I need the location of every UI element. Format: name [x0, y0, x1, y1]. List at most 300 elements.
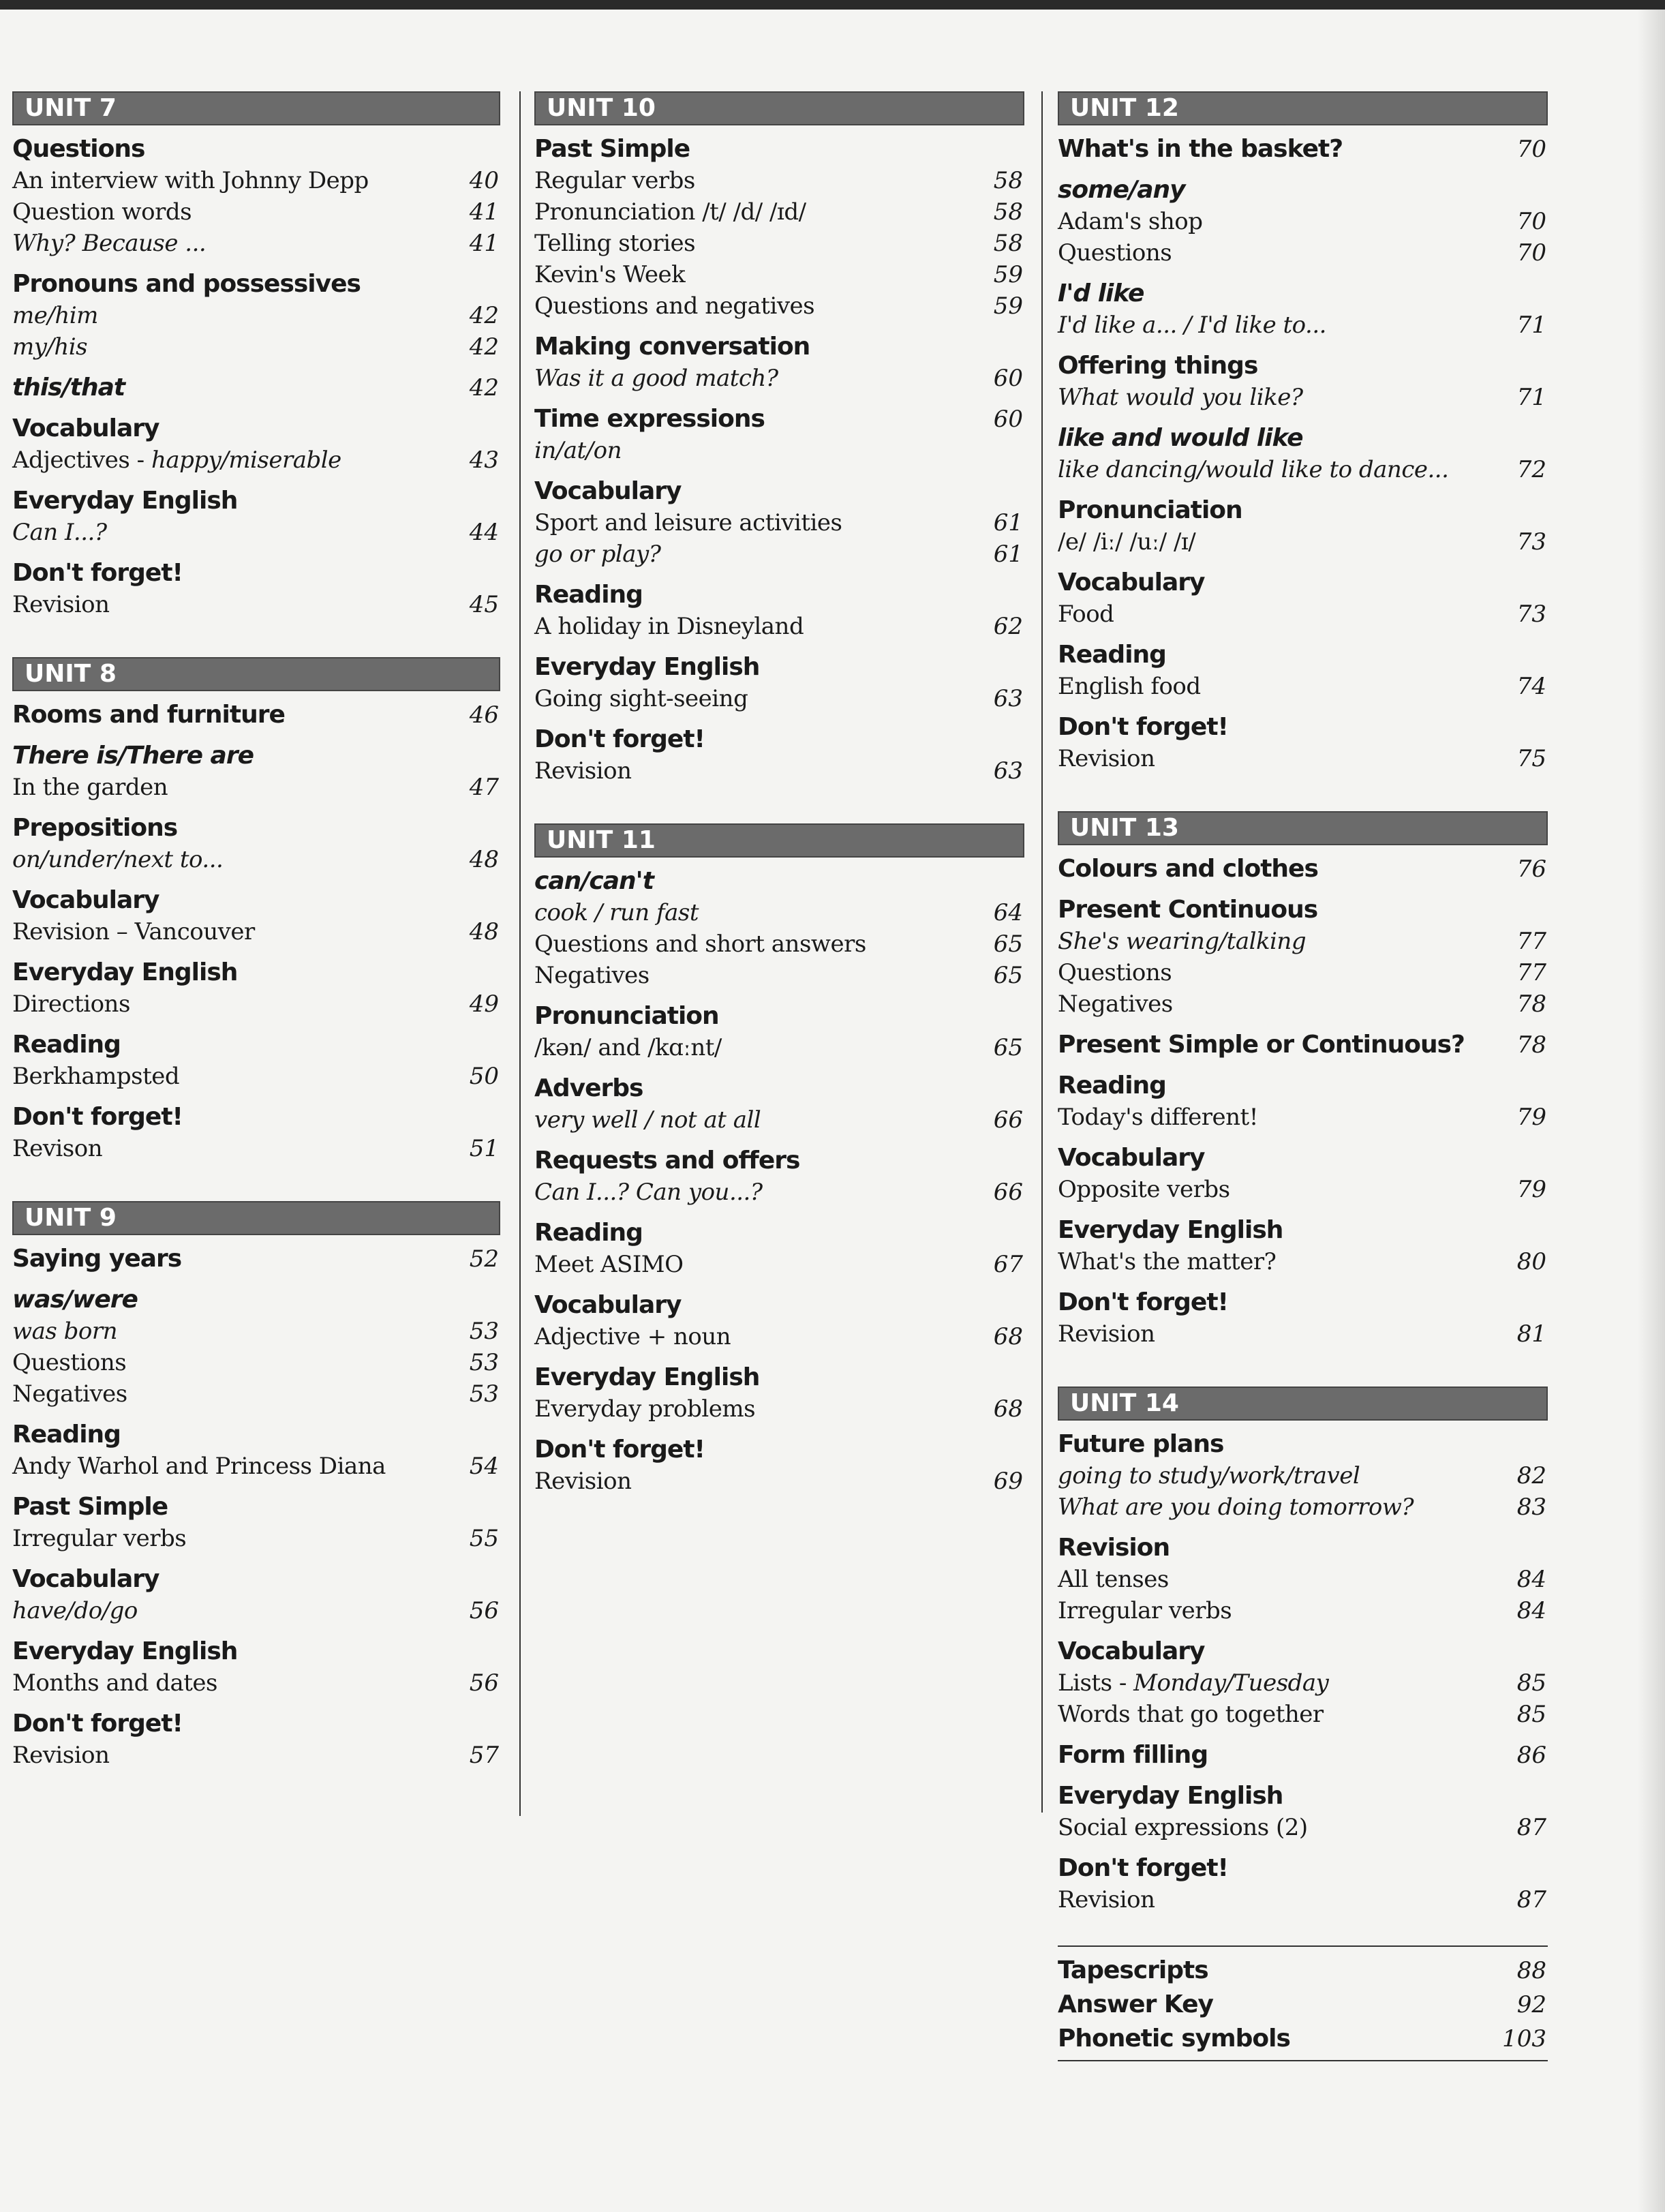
page-number: 48	[469, 846, 499, 873]
entry-text: Opposite verbs	[1058, 1176, 1230, 1203]
section-heading	[1058, 1532, 1548, 1564]
entry-text: All tenses	[1058, 1566, 1169, 1593]
contents-entry	[1058, 1102, 1548, 1133]
section-heading-text: Vocabulary	[12, 886, 159, 914]
page-number: 64	[993, 899, 1023, 926]
page-number: 70	[1516, 239, 1546, 267]
page-number: 65	[993, 1034, 1023, 1061]
entry-text: was born	[12, 1318, 118, 1345]
page-number: 87	[1516, 1886, 1546, 1913]
page-number: 78	[1516, 990, 1546, 1018]
entry-text: Was it a good match?	[534, 365, 778, 392]
page-number: 43	[469, 446, 499, 474]
entry-text: Can I...?	[12, 519, 107, 546]
entry-text: Revision	[534, 1468, 632, 1495]
contents-entry	[1058, 1884, 1548, 1915]
section-heading	[12, 1708, 500, 1740]
page-number: 103	[1502, 2025, 1546, 2052]
contents-entry	[534, 1249, 1024, 1280]
back-matter-title: Phonetic symbols	[1058, 2025, 1290, 2052]
section-heading	[1058, 1853, 1548, 1884]
unit-title: UNIT 12	[1058, 91, 1548, 125]
contents-entry	[12, 916, 500, 948]
back-matter-entry	[1058, 1955, 1548, 1986]
entry-text: Adam's shop	[1058, 208, 1203, 235]
page-number: 66	[993, 1106, 1023, 1134]
column-divider-1	[519, 91, 521, 1816]
entry-text: Negatives	[534, 962, 650, 989]
contents-entry	[534, 539, 1024, 570]
page-number: 66	[993, 1179, 1023, 1206]
section-heading	[12, 558, 500, 589]
section-heading-text: some/any	[1058, 176, 1185, 204]
page-number: 71	[1516, 384, 1546, 411]
section-heading-text: Form filling	[1058, 1741, 1208, 1769]
contents-column-2	[534, 91, 1024, 1497]
section-heading-text: Adverbs	[534, 1074, 643, 1102]
section-heading-text: Future plans	[1058, 1430, 1224, 1458]
contents-entry	[1058, 1564, 1548, 1595]
section-heading-text: Vocabulary	[1058, 1144, 1205, 1172]
section-heading	[534, 1217, 1024, 1249]
section-heading	[534, 866, 1024, 897]
entry-text: Months and dates	[12, 1669, 218, 1697]
section-heading-text: Present Continuous	[1058, 896, 1318, 924]
contents-entry	[534, 363, 1024, 394]
entry-text: Revision – Vancouver	[12, 918, 255, 945]
section-heading-text: Colours and clothes	[1058, 855, 1318, 883]
section-heading	[12, 485, 500, 517]
page-edge-shadow	[1638, 10, 1665, 2212]
section-heading-text: Don't forget!	[534, 1436, 705, 1464]
section-heading-text: Prepositions	[12, 814, 178, 842]
page-number: 73	[1516, 528, 1546, 556]
contents-entry	[1058, 743, 1548, 774]
page-number: 41	[469, 230, 499, 257]
page-number: 54	[469, 1453, 499, 1480]
section-heading	[534, 476, 1024, 507]
entry-text: Revision	[1058, 745, 1155, 772]
contents-entry	[12, 517, 500, 548]
page-number: 85	[1516, 1669, 1546, 1697]
contents-entry	[1058, 1595, 1548, 1626]
contents-entry	[1058, 1699, 1548, 1730]
entry-text: Regular verbs	[534, 167, 695, 194]
entry-text: Kevin's Week	[534, 261, 686, 288]
contents-entry	[534, 259, 1024, 290]
entry-text: I'd like a... / I'd like to...	[1058, 312, 1326, 339]
section-heading	[12, 1102, 500, 1133]
contents-entry	[1058, 382, 1548, 413]
contents-entry	[12, 772, 500, 803]
entry-text: Sport and leisure activities	[534, 509, 842, 536]
page-number: 65	[993, 962, 1023, 989]
section-heading-text: Reading	[1058, 1072, 1166, 1100]
page-number: 59	[993, 261, 1023, 288]
page-number: 84	[1516, 1566, 1546, 1593]
section-heading	[534, 1362, 1024, 1393]
entry-text: Adjectives - happy/miserable	[12, 446, 341, 474]
contents-entry	[12, 1316, 500, 1347]
entry-text: Why? Because ...	[12, 230, 207, 257]
contents-entry	[534, 196, 1024, 228]
unit-block	[12, 1201, 500, 1771]
page-number: 69	[993, 1468, 1023, 1495]
contents-entry	[12, 1451, 500, 1482]
section-heading-text: Past Simple	[12, 1493, 168, 1521]
page-number: 85	[1516, 1701, 1546, 1728]
page-number: 61	[993, 541, 1023, 568]
page-number: 61	[993, 509, 1023, 536]
unit-block	[12, 657, 500, 1164]
page-number: 63	[993, 685, 1023, 712]
contents-entry	[12, 1061, 500, 1092]
entry-text: Questions and negatives	[534, 292, 815, 320]
section-heading	[1058, 1429, 1548, 1460]
contents-entry	[534, 928, 1024, 960]
page-number: 68	[993, 1395, 1023, 1423]
section-heading	[1058, 350, 1548, 382]
unit-title: UNIT 10	[534, 91, 1024, 125]
section-heading-text: Pronunciation	[534, 1002, 719, 1030]
contents-entry	[534, 683, 1024, 714]
section-heading	[534, 331, 1024, 363]
entry-text: Meet ASIMO	[534, 1251, 684, 1278]
entry-text: Lists - Monday/Tuesday	[1058, 1669, 1329, 1697]
page-number: 88	[1516, 1957, 1546, 1984]
contents-column-3	[1058, 91, 1548, 2061]
section-heading	[12, 269, 500, 300]
entry-text: Revision	[1058, 1886, 1155, 1913]
back-matter-list	[1058, 1945, 1548, 2061]
section-heading-text: Reading	[1058, 641, 1166, 669]
contents-entry	[534, 897, 1024, 928]
section-heading	[534, 1073, 1024, 1104]
page-number: 56	[469, 1669, 499, 1697]
section-heading	[1058, 1287, 1548, 1318]
contents-column-1	[12, 91, 500, 1771]
contents-entry	[12, 444, 500, 476]
contents-entry	[1058, 237, 1548, 269]
entry-text: Negatives	[1058, 990, 1173, 1018]
page-number: 53	[469, 1318, 499, 1345]
page-number: 82	[1516, 1462, 1546, 1489]
entry-text: /kən/ and /kɑːnt/	[534, 1034, 722, 1061]
page-number: 92	[1516, 1991, 1546, 2018]
contents-entry	[534, 611, 1024, 642]
section-heading-text: Offering things	[1058, 352, 1258, 380]
entry-text: /e/ /iː/ /uː/ /ɪ/	[1058, 528, 1196, 556]
contents-entry	[1058, 1318, 1548, 1350]
contents-entry	[1058, 1174, 1548, 1205]
page-number: 87	[1516, 1814, 1546, 1841]
section-heading-text: Reading	[12, 1031, 121, 1059]
section-heading-text: Pronouns and possessives	[12, 270, 361, 298]
entry-text: going to study/work/travel	[1058, 1462, 1360, 1489]
entry-text: She's wearing/talking	[1058, 928, 1307, 955]
entry-text: Adjective + noun	[534, 1323, 731, 1350]
section-heading	[534, 404, 1024, 435]
entry-text: Revision	[12, 591, 110, 618]
back-matter-title: Tapescripts	[1058, 1956, 1208, 1984]
section-heading-text: Don't forget!	[12, 1103, 183, 1131]
page-number: 70	[1516, 208, 1546, 235]
page-number: 84	[1516, 1597, 1546, 1624]
section-heading	[12, 372, 500, 404]
page-number: 77	[1516, 959, 1546, 986]
entry-text: Revision	[1058, 1320, 1155, 1348]
page-number: 48	[469, 918, 499, 945]
section-heading-text: Pronunciation	[1058, 496, 1242, 524]
section-heading-text: Past Simple	[534, 135, 690, 163]
unit-title: UNIT 11	[534, 823, 1024, 858]
section-heading	[1058, 567, 1548, 599]
contents-entry	[12, 988, 500, 1020]
contents-entry	[1058, 957, 1548, 988]
entry-text: Going sight-seeing	[534, 685, 748, 712]
entry-text: English food	[1058, 673, 1201, 700]
entry-text: cook / run fast	[534, 899, 699, 926]
contents-entry	[534, 755, 1024, 787]
contents-entry	[534, 435, 1024, 466]
contents-entry	[1058, 309, 1548, 341]
section-heading	[1058, 175, 1548, 206]
section-heading	[1058, 712, 1548, 743]
section-heading	[1058, 423, 1548, 454]
section-heading	[534, 579, 1024, 611]
section-heading-text: Saying years	[12, 1245, 182, 1273]
section-heading	[1058, 1029, 1548, 1061]
section-heading-text: Everyday English	[12, 958, 238, 986]
section-heading	[1058, 1142, 1548, 1174]
unit-title: UNIT 9	[12, 1201, 500, 1235]
entry-text: in/at/on	[534, 437, 622, 464]
contents-entry	[12, 1378, 500, 1410]
section-heading-text: Don't forget!	[534, 725, 705, 753]
unit-title: UNIT 14	[1058, 1387, 1548, 1421]
contents-entry	[12, 1667, 500, 1699]
section-heading	[534, 1290, 1024, 1321]
entry-text: An interview with Johnny Depp	[12, 167, 369, 194]
section-heading	[12, 1029, 500, 1061]
section-heading-text: this/that	[12, 374, 125, 402]
contents-entry	[1058, 1667, 1548, 1699]
section-heading-text: Everyday English	[12, 487, 238, 515]
page-number: 70	[1516, 136, 1546, 163]
page-number: 40	[469, 167, 499, 194]
entry-text: A holiday in Disneyland	[534, 613, 804, 640]
page-number: 78	[1516, 1031, 1546, 1059]
entry-text: Today's different!	[1058, 1104, 1258, 1131]
entry-text: Everyday problems	[534, 1395, 756, 1423]
section-heading	[1058, 1215, 1548, 1246]
section-heading	[12, 813, 500, 844]
contents-entry	[1058, 454, 1548, 485]
contents-entry	[1058, 1246, 1548, 1277]
section-heading	[12, 885, 500, 916]
section-heading	[1058, 1636, 1548, 1667]
section-heading-text: Vocabulary	[12, 414, 159, 442]
section-heading	[1058, 134, 1548, 165]
contents-entry	[1058, 206, 1548, 237]
section-heading	[534, 1145, 1024, 1177]
entry-text: Berkhampsted	[12, 1063, 180, 1090]
page-number: 42	[469, 302, 499, 329]
section-heading-text: Reading	[12, 1421, 121, 1449]
section-heading-text: Present Simple or Continuous?	[1058, 1031, 1465, 1059]
page-number: 56	[469, 1597, 499, 1624]
entry-text: on/under/next to...	[12, 846, 224, 873]
unit-title: UNIT 7	[12, 91, 500, 125]
entry-text: Questions and short answers	[534, 930, 866, 958]
section-heading	[1058, 1070, 1548, 1102]
section-heading	[12, 699, 500, 731]
entry-text: Revision	[12, 1742, 110, 1769]
page-number: 42	[469, 333, 499, 361]
contents-entry	[12, 228, 500, 259]
contents-entry	[12, 165, 500, 196]
page-number: 75	[1516, 745, 1546, 772]
page-number: 45	[469, 591, 499, 618]
contents-entry	[534, 1466, 1024, 1497]
section-heading-text: Vocabulary	[534, 1291, 682, 1319]
entry-text: Telling stories	[534, 230, 696, 257]
contents-entry	[12, 1595, 500, 1626]
section-heading-text: Everyday English	[534, 653, 760, 681]
contents-entry	[12, 1523, 500, 1554]
page-number: 76	[1516, 855, 1546, 883]
page-number: 73	[1516, 601, 1546, 628]
section-heading-text: Revision	[1058, 1534, 1170, 1562]
section-heading	[534, 1434, 1024, 1466]
page-number: 71	[1516, 312, 1546, 339]
section-heading-text: Vocabulary	[1058, 569, 1205, 596]
page-number: 81	[1516, 1320, 1546, 1348]
section-heading	[534, 652, 1024, 683]
section-heading	[1058, 894, 1548, 926]
entry-text: Can I...? Can you...?	[534, 1179, 763, 1206]
contents-entry	[12, 844, 500, 875]
entry-text: like dancing/would like to dance...	[1058, 456, 1449, 483]
page-number: 59	[993, 292, 1023, 320]
page-number: 60	[993, 365, 1023, 392]
contents-entry	[1058, 671, 1548, 702]
contents-entry	[534, 1321, 1024, 1352]
contents-entry	[534, 507, 1024, 539]
entry-text: Andy Warhol and Princess Diana	[12, 1453, 386, 1480]
page-number: 53	[469, 1380, 499, 1408]
page-number: 72	[1516, 456, 1546, 483]
page-number: 57	[469, 1742, 499, 1769]
contents-entry	[534, 1104, 1024, 1136]
page-number: 44	[469, 519, 499, 546]
section-heading	[1058, 495, 1548, 526]
page-number: 79	[1516, 1176, 1546, 1203]
page-number: 51	[469, 1135, 499, 1162]
unit-block	[1058, 811, 1548, 1350]
contents-entry	[1058, 1460, 1548, 1491]
page-number: 50	[469, 1063, 499, 1090]
section-heading-text: can/can't	[534, 867, 654, 895]
section-heading	[12, 1243, 500, 1275]
section-heading-text: Don't forget!	[1058, 1288, 1228, 1316]
section-heading	[12, 1564, 500, 1595]
page-number: 62	[993, 613, 1023, 640]
section-heading-text: was/were	[12, 1286, 138, 1314]
section-heading	[12, 740, 500, 772]
page-number: 60	[993, 406, 1023, 433]
entry-text: In the garden	[12, 774, 168, 801]
contents-entry	[1058, 599, 1548, 630]
section-heading	[534, 134, 1024, 165]
entry-text: my/his	[12, 333, 88, 361]
entry-text: Words that go together	[1058, 1701, 1324, 1728]
entry-text: Negatives	[12, 1380, 127, 1408]
contents-entry	[12, 1133, 500, 1164]
entry-text: Questions	[1058, 239, 1172, 267]
section-heading-text: What's in the basket?	[1058, 135, 1343, 163]
entry-text: Directions	[12, 990, 130, 1018]
page-number: 58	[993, 230, 1023, 257]
page-number: 80	[1516, 1248, 1546, 1275]
page-number: 86	[1516, 1742, 1546, 1769]
entry-text: Pronunciation /t/ /d/ /ɪd/	[534, 198, 806, 226]
contents-entry	[534, 1032, 1024, 1063]
page-number: 53	[469, 1349, 499, 1376]
back-matter-entry	[1058, 2023, 1548, 2055]
contents-entry	[12, 1347, 500, 1378]
contents-entry	[1058, 526, 1548, 558]
unit-block	[12, 91, 500, 620]
page-number: 52	[469, 1245, 499, 1273]
section-heading	[12, 413, 500, 444]
section-heading-text: Everyday English	[1058, 1216, 1283, 1244]
entry-text: What would you like?	[1058, 384, 1303, 411]
section-heading-text: Vocabulary	[12, 1565, 159, 1593]
page-number: 58	[993, 167, 1023, 194]
page-number: 83	[1516, 1494, 1546, 1521]
top-border	[0, 0, 1665, 10]
entry-text: go or play?	[534, 541, 661, 568]
section-heading	[12, 1491, 500, 1523]
unit-block	[534, 823, 1024, 1497]
entry-text: Revison	[12, 1135, 103, 1162]
page-number: 42	[469, 374, 499, 402]
section-heading-text: I'd like	[1058, 279, 1144, 307]
section-heading-text: Making conversation	[534, 333, 810, 361]
contents-entry	[12, 196, 500, 228]
section-heading-text: Vocabulary	[1058, 1637, 1205, 1665]
section-heading-text: There is/There are	[12, 742, 254, 770]
contents-entry	[534, 960, 1024, 991]
page-number: 74	[1516, 673, 1546, 700]
section-heading-text: like and would like	[1058, 424, 1303, 452]
section-heading-text: Don't forget!	[1058, 1854, 1228, 1882]
back-matter-title: Answer Key	[1058, 1990, 1214, 2018]
contents-entry	[1058, 926, 1548, 957]
section-heading-text: Reading	[534, 1219, 643, 1247]
unit-title: UNIT 8	[12, 657, 500, 691]
entry-text: What are you doing tomorrow?	[1058, 1494, 1414, 1521]
section-heading-text: Vocabulary	[534, 477, 682, 505]
column-divider-2	[1041, 91, 1043, 1813]
unit-block	[1058, 91, 1548, 774]
contents-entry	[12, 1740, 500, 1771]
section-heading-text: Don't forget!	[12, 559, 183, 587]
section-heading-text: Everyday English	[12, 1637, 238, 1665]
contents-entry	[12, 331, 500, 363]
page-number: 79	[1516, 1104, 1546, 1131]
